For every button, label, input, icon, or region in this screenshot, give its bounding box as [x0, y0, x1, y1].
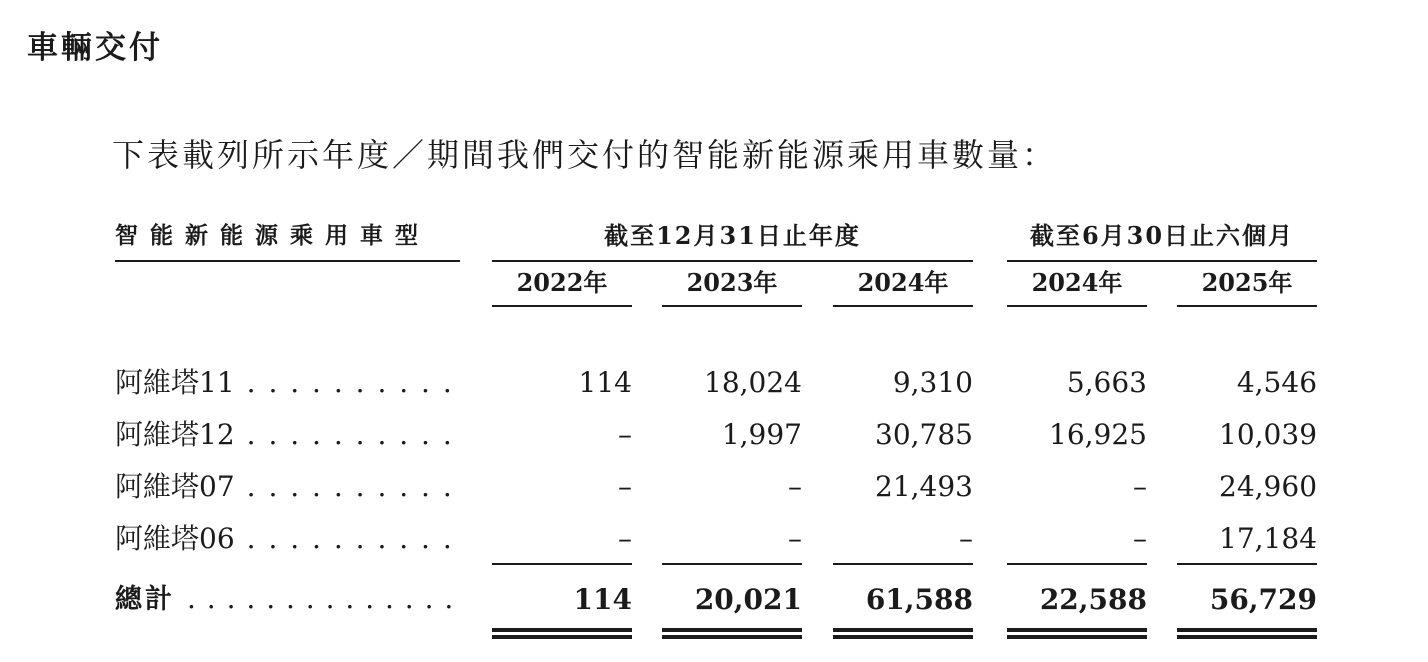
row-label: 阿維塔12	[115, 418, 235, 451]
cell-value: 1,997	[721, 418, 802, 451]
cell-value: 24,960	[1219, 470, 1318, 503]
total-value: 56,729	[1177, 564, 1317, 634]
leader-dots: . . . . . . . . . .	[246, 522, 454, 555]
year-2023-header: 2023年	[662, 261, 802, 306]
vehicle-type-header: 智能新能源乘用車型	[115, 214, 460, 261]
annual-group-header: 截至12月31日止年度	[492, 214, 973, 261]
cell-value: –	[662, 521, 802, 564]
year-2024-header: 2024年	[833, 261, 973, 306]
cell-value: –	[618, 470, 632, 503]
cell-value: –	[1133, 470, 1147, 503]
total-label: 總計	[115, 584, 175, 615]
total-value: 114	[492, 564, 632, 634]
cell-value: 114	[578, 366, 632, 399]
leader-dots: . . . . . . . . . . . . . .	[187, 582, 455, 615]
header-group-row	[115, 214, 1317, 261]
intro-paragraph: 下表載列所示年度／期間我們交付的智能新能源乘用車數量：	[112, 136, 1058, 174]
cell-value: 9,310	[892, 366, 973, 399]
cell-value: 10,039	[1219, 418, 1318, 451]
cell-value: 4,546	[1236, 366, 1318, 399]
cell-value: 16,925	[1049, 418, 1147, 451]
header-year-row	[115, 261, 1317, 306]
total-value: 22,588	[1007, 564, 1147, 634]
row-label: 阿維塔07	[115, 470, 235, 503]
row-label: 阿維塔11	[115, 366, 235, 399]
cell-value: –	[788, 470, 802, 503]
interim-2024-header: 2024年	[1007, 261, 1147, 306]
total-row	[115, 564, 1317, 634]
interim-group-header: 截至6月30日止六個月	[1007, 214, 1317, 261]
cell-value: –	[833, 521, 973, 564]
page-title: 車輛交付	[27, 30, 163, 66]
cell-value: 30,785	[875, 418, 973, 451]
table-row-avatr11	[115, 365, 1317, 417]
cell-value: 17,184	[1177, 521, 1317, 564]
cell-value: 5,663	[1066, 366, 1147, 399]
year-2022-header: 2022年	[492, 261, 632, 306]
deliveries-table	[115, 214, 1317, 639]
total-value: 20,021	[662, 564, 802, 634]
row-label: 阿維塔06	[115, 522, 235, 555]
table-row-avatr12	[115, 417, 1317, 469]
table-row-avatr07	[115, 469, 1317, 521]
interim-2025-header: 2025年	[1177, 261, 1317, 306]
leader-dots: . . . . . . . . . .	[246, 418, 454, 451]
cell-value: –	[492, 521, 632, 564]
cell-value: 21,493	[875, 470, 973, 503]
cell-value: –	[1007, 521, 1147, 564]
cell-value: 18,024	[704, 366, 802, 399]
total-value: 61,588	[833, 564, 973, 634]
cell-value: –	[618, 418, 632, 451]
leader-dots: . . . . . . . . . .	[246, 470, 454, 503]
header-body-gap	[115, 306, 1317, 365]
table-row-avatr06	[115, 521, 1317, 564]
leader-dots: . . . . . . . . . .	[246, 366, 454, 399]
